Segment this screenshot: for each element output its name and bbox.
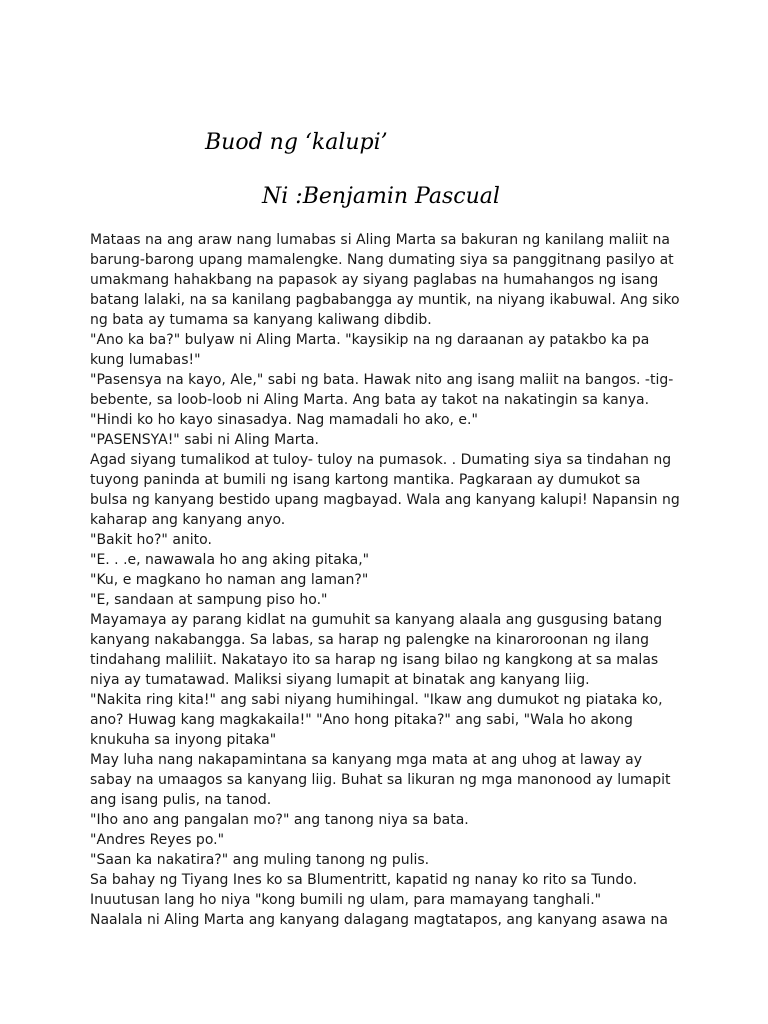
document-title: Buod ng ‘kalupi’ (205, 130, 388, 155)
body-line: "Hindi ko ho kayo sinasadya. Nag mamadali ho ako, e." (90, 412, 478, 428)
body-line: "Nakita ring kita!" ang sabi niyang humihingal. "Ikaw ang dumukot ng piataka ko, (90, 692, 663, 708)
body-line: "Ku, e magkano ho naman ang laman?" (90, 572, 369, 588)
body-line: "Bakit ho?" anito. (90, 532, 212, 548)
body-line: "E, sandaan at sampung piso ho." (90, 592, 328, 608)
body-line: "Andres Reyes po." (90, 832, 225, 848)
body-line: bulsa ng kanyang bestido upang magbayad. Wala ang kanyang kalupi! Napansin ng (90, 492, 680, 508)
body-line: umakmang hahakbang na papasok ay siyang paglabas na humahangos ng isang (90, 272, 659, 288)
body-line: "Ano ka ba?" bulyaw ni Aling Marta. "kaysikip na ng daraanan ay patakbo ka pa (90, 332, 650, 348)
body-line: kung lumabas!" (90, 352, 201, 368)
body-line: niya ay tumatawad. Maliksi siyang lumapit at binatak ang kanyang liig. (90, 672, 590, 688)
body-line: ang isang pulis, na tanod. (90, 792, 272, 808)
body-line: bebente, sa loob-loob ni Aling Marta. Ang bata ay takot na nakatingin sa kanya. (90, 392, 650, 408)
body-line: knukuha sa inyong pitaka" (90, 732, 277, 748)
body-line: Sa bahay ng Tiyang Ines ko sa Blumentritt, kapatid ng nanay ko rito sa Tundo. (90, 872, 638, 888)
document-byline: Ni :Benjamin Pascual (262, 184, 500, 209)
body-line: Mayamaya ay parang kidlat na gumuhit sa kanyang alaala ang gusgusing batang (90, 612, 663, 628)
body-line: Naalala ni Aling Marta ang kanyang dalagang magtatapos, ang kanyang asawa na (90, 912, 668, 928)
body-line: "Pasensya na kayo, Ale," sabi ng bata. Hawak nito ang isang maliit na bangos. -tig- (90, 372, 674, 388)
body-line: kanyang nakabangga. Sa labas, sa harap ng palengke na kinaroroonan ng ilang (90, 632, 650, 648)
body-line: "Saan ka nakatira?" ang muling tanong ng pulis. (90, 852, 430, 868)
body-line: sabay na umaagos sa kanyang liig. Buhat sa likuran ng mga manonood ay lumapit (90, 772, 671, 788)
body-line: ng bata ay tumama sa kanyang kaliwang dibdib. (90, 312, 432, 328)
body-line: tuyong paninda at bumili ng isang kartong mantika. Pagkaraan ay dumukot sa (90, 472, 641, 488)
body-line: "PASENSYA!" sabi ni Aling Marta. (90, 432, 320, 448)
body-line: "E. . .e, nawawala ho ang aking pitaka," (90, 552, 370, 568)
body-line: batang lalaki, na sa kanilang pagbabangga ay muntik, na niyang ikabuwal. Ang siko (90, 292, 680, 308)
body-line: Mataas na ang araw nang lumabas si Aling Marta sa bakuran ng kanilang maliit na (90, 232, 670, 248)
document-body (90, 230, 680, 930)
body-line: tindahang maliliit. Nakatayo ito sa harap ng isang bilao ng kangkong at sa malas (90, 652, 659, 668)
body-line: ano? Huwag kang magkakaila!" "Ano hong pitaka?" ang sabi, "Wala ho akong (90, 712, 633, 728)
body-line: Inuutusan lang ho niya "kong bumili ng ulam, para mamayang tanghali." (90, 892, 602, 908)
body-line: "Iho ano ang pangalan mo?" ang tanong niya sa bata. (90, 812, 469, 828)
body-line: barung-barong upang mamalengke. Nang dumating siya sa panggitnang pasilyo at (90, 252, 674, 268)
body-line: kaharap ang kanyang anyo. (90, 512, 286, 528)
body-line: May luha nang nakapamintana sa kanyang mga mata at ang uhog at laway ay (90, 752, 643, 768)
body-line: Agad siyang tumalikod at tuloy- tuloy na pumasok. . Dumating siya sa tindahan ng (90, 452, 672, 468)
